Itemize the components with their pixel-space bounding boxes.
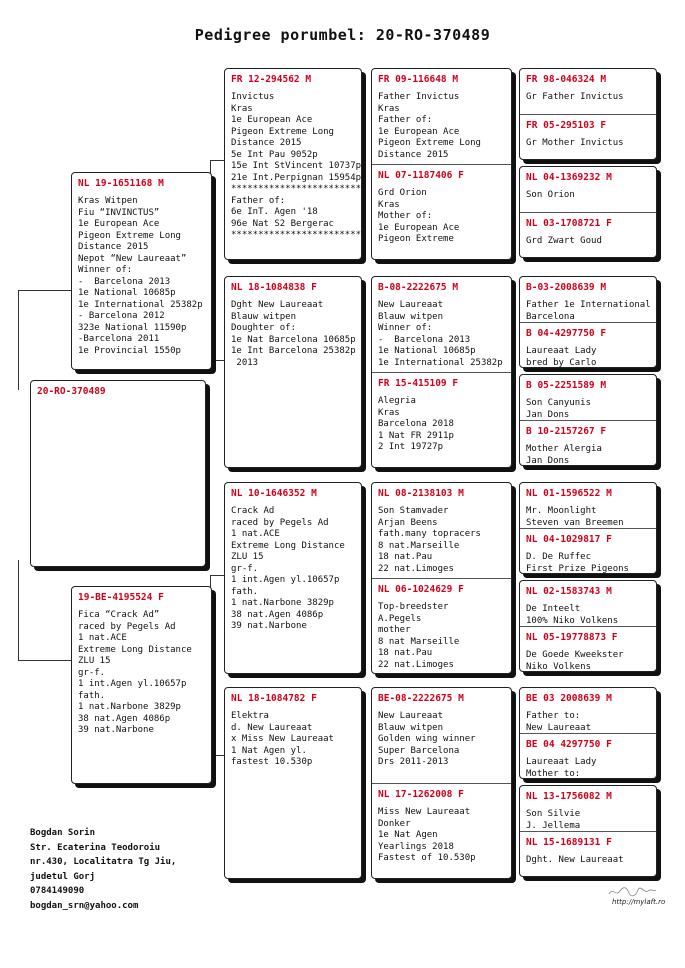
gg-grandparent-ring-number: B-03-2008639 M [526, 282, 607, 293]
grandparent-ring-number: NL 18-1084782 F [231, 693, 317, 704]
connector [210, 360, 224, 361]
gg-grandparent-details [526, 138, 650, 150]
detail-line: J. Jellema [526, 820, 581, 831]
signature-logo [607, 885, 657, 899]
gg-grandparent-details [526, 809, 650, 831]
detail-line: Son Stamvader [378, 506, 449, 516]
detail-line: Mr. Moonlight [526, 506, 597, 516]
detail-line: Father 1e International [526, 300, 651, 310]
detail-line: Father Invictus [378, 92, 460, 102]
detail-line: Kras [378, 407, 400, 418]
detail-line: -Barcelona 2011 [78, 334, 160, 344]
detail-line: - Barcelona 2012 [78, 311, 165, 321]
detail-line: Father to: [526, 711, 581, 721]
gg-grandparent-ring-number: FR 05-295103 F [526, 120, 607, 131]
grandparent-ring-number: NL 10-1646352 M [231, 488, 317, 499]
gg-grandparent-details [526, 552, 650, 573]
great-grandparent-ring-number: BE-08-2222675 M [378, 693, 464, 704]
detail-line: De Inteelt [526, 604, 581, 614]
gg-grandparent-ring-number: BE 04 4297750 F [526, 739, 612, 750]
detail-line: 1e International 25382p [78, 299, 203, 310]
detail-line: Mother of: [378, 211, 433, 221]
detail-line: 8 nat.Marseille [378, 540, 460, 551]
detail-line: Distance 2015 [78, 242, 149, 252]
detail-line: 96e Nat S2 Bergerac [231, 218, 334, 229]
detail-line: 1 Nat FR 2911p [378, 430, 454, 441]
detail-line: 1e Nat Agen [378, 830, 438, 840]
detail-line: raced by Pegels Ad [231, 517, 329, 528]
detail-line: 1e European Ace [378, 222, 460, 233]
detail-line: Son Silvie [526, 809, 581, 819]
detail-line: ************************ [231, 184, 361, 194]
detail-line: Doughter of: [231, 323, 297, 333]
detail-line: Nepot “New Laureaat” [78, 253, 187, 264]
detail-line: Father of: [378, 115, 433, 125]
page-title: Pedigree porumbel: 20-RO-370489 [194, 26, 491, 44]
detail-line: Dght New Laureaat [231, 300, 324, 310]
detail-line: Son Orion [526, 190, 575, 200]
detail-line: Crack Ad [231, 506, 275, 516]
detail-line: Kras [231, 103, 253, 114]
great-grandparent-ring-number: B-08-2222675 M [378, 282, 459, 293]
connector [210, 755, 224, 756]
owner-name: Bogdan Sorin [30, 828, 96, 838]
gg-grandparent-details [526, 855, 650, 867]
connector [18, 660, 71, 661]
detail-line: Blauw witpen [231, 311, 297, 322]
gg-grandparent-ring-number: FR 98-046324 M [526, 74, 607, 85]
gg-grandparent-details [526, 711, 650, 733]
detail-line: New Laureaat [378, 711, 444, 721]
gg-grandparent-ring-number: NL 04-1029817 F [526, 534, 612, 545]
detail-line: Winner of: [78, 265, 133, 275]
gg-grandparent-details [526, 190, 650, 202]
detail-line: 1 nat.ACE [231, 529, 280, 539]
detail-line: Gr Mother Invictus [526, 138, 624, 148]
detail-line: De Goede Kweekster [526, 650, 624, 660]
detail-line: Pigeon Extreme [378, 234, 454, 244]
detail-line: First Prize Pigeons [526, 563, 629, 573]
detail-line: Mother Alergia [526, 444, 602, 454]
detail-line: Distance 2015 [378, 149, 449, 160]
detail-line: 18 nat.Pau [378, 648, 433, 658]
gg-grandparent-ring-number: B 05-2251589 M [526, 380, 607, 391]
great-grandparent-details [378, 92, 505, 161]
gg-grandparent-box [519, 687, 657, 779]
detail-line: Gr Father Invictus [526, 92, 624, 102]
detail-line: Fastest of 10.530p [378, 853, 476, 863]
gg-grandparent-box [519, 68, 657, 160]
detail-line: Laureaat Lady [526, 757, 597, 767]
grandparent-box [224, 482, 362, 674]
great-grandparent-details [378, 188, 505, 246]
detail-line: d. New Laureaat [231, 722, 313, 733]
detail-line: Arjan Beens [378, 517, 438, 528]
detail-line: 2 Int 19727p [378, 442, 444, 452]
detail-line: ZLU 15 [78, 656, 111, 666]
gg-grandparent-ring-number: B 04-4297750 F [526, 328, 607, 339]
gg-grandparent-box [519, 166, 657, 258]
gg-grandparent-ring-number: NL 05-19778873 F [526, 632, 618, 643]
detail-line: Jan Dons [526, 455, 570, 465]
detail-line: Miss New Laureaat [378, 807, 471, 817]
detail-line: 38 nat.Agen 4086p [78, 713, 171, 724]
gg-grandparent-box [519, 580, 657, 672]
detail-line: Kras Witpen [78, 196, 138, 206]
detail-line: Grd Zwart Goud [526, 236, 602, 246]
gg-grandparent-ring-number: NL 13-1756082 M [526, 791, 612, 802]
detail-line: New Laureaat [378, 300, 444, 310]
grandparent-details [231, 506, 355, 633]
detail-line: 2013 [231, 357, 259, 368]
grandparent-box [224, 68, 362, 260]
detail-line: 15e Int StVincent 10737p [231, 161, 361, 171]
detail-line: ************************ [231, 230, 361, 240]
great-grandparent-box [371, 68, 512, 260]
detail-line: Super Barcelona [378, 745, 460, 756]
detail-line: 6e InT. Agen '18 [231, 207, 318, 217]
detail-line: Extreme Long Distance [231, 540, 345, 551]
detail-line: 323e National 11590p [78, 322, 187, 333]
gg-grandparent-details [526, 300, 650, 322]
great-grandparent-box [371, 482, 512, 674]
gg-grandparent-ring-number: NL 03-1708721 F [526, 218, 612, 229]
detail-line: Fiu “INVINCTUS” [78, 207, 160, 218]
great-grandparent-details [378, 711, 505, 769]
connector [210, 575, 224, 576]
detail-line: 1e Nat Barcelona 10685p [231, 334, 356, 345]
grandparent-ring-number: NL 18-1084838 F [231, 282, 317, 293]
detail-line: Distance 2015 [231, 138, 302, 148]
footer-url: http://mylaft.ro [612, 898, 666, 906]
connector [18, 290, 19, 390]
owner-street: Str. Ecaterina Teodoroiu [30, 842, 161, 853]
detail-line: Pigeon Extreme Long [378, 138, 481, 148]
detail-line: Extreme Long Distance [78, 644, 192, 655]
detail-line: 1e European Ace [378, 126, 460, 137]
gg-grandparent-details [526, 506, 650, 528]
gg-grandparent-details [526, 236, 650, 248]
detail-line: 1e European Ace [231, 115, 313, 125]
detail-line: fastest 10.530p [231, 757, 313, 767]
detail-line: Father of: [231, 195, 286, 206]
detail-line: Top-breedster [378, 602, 449, 612]
detail-line: New Laureaat [526, 722, 592, 733]
detail-line: 1e National 10685p [78, 288, 176, 298]
owner-county: judetul Gorj [30, 871, 96, 882]
detail-line: Laureaat Lady [526, 346, 597, 356]
grandparent-details [231, 300, 355, 369]
gg-grandparent-details [526, 757, 650, 778]
gg-grandparent-details [526, 398, 650, 420]
detail-line: - Barcelona 2013 [378, 334, 471, 345]
dam-details [78, 610, 205, 737]
gg-grandparent-details [526, 444, 650, 465]
gg-grandparent-box [519, 374, 657, 466]
detail-line: 1 nat.ACE [78, 633, 127, 643]
owner-locality: nr.430, Localitatra Tg Jiu, [30, 857, 177, 867]
great-grandparent-ring-number: FR 09-116648 M [378, 74, 459, 85]
sire-ring-number: NL 19-1651168 M [78, 178, 164, 189]
detail-line: Grd Orion [378, 188, 427, 198]
detail-line: 1e National 10685p [378, 346, 476, 356]
detail-line: gr-f. [78, 667, 106, 678]
detail-line: Pigeon Extreme Long [78, 230, 181, 241]
detail-line: 1e Int Barcelona 25382p [231, 346, 356, 356]
detail-line: 1e Provincial 1550p [78, 345, 181, 356]
great-grandparent-ring-number: NL 07-1187406 F [378, 170, 464, 181]
detail-line: 1e European Ace [78, 219, 160, 229]
detail-line: 38 nat.Agen 4086p [231, 609, 324, 620]
detail-line: Son Canyunis [526, 398, 592, 408]
great-grandparent-details [378, 396, 505, 454]
detail-line: A.Pegels [378, 613, 422, 624]
detail-line: Kras [378, 199, 400, 210]
detail-line: 21e Int.Perpignan 15954p [231, 172, 361, 183]
grandparent-ring-number: FR 12-294562 M [231, 74, 312, 85]
grandparent-details [231, 711, 355, 769]
great-grandparent-details [378, 602, 505, 671]
detail-line: Yearlings 2018 [378, 841, 454, 852]
subject-ring-number: 20-RO-370489 [37, 386, 106, 397]
dam-box [71, 586, 212, 784]
owner-address [30, 826, 176, 913]
detail-line: Golden wing winner [378, 734, 476, 744]
detail-line: 5e Int Pau 9052p [231, 149, 318, 160]
dam-ring-number: 19-BE-4195524 F [78, 592, 164, 603]
detail-line: 1 nat.Narbone 3829p [231, 598, 334, 608]
great-grandparent-box [371, 276, 512, 468]
detail-line: 18 nat.Pau [378, 552, 433, 562]
detail-line: Niko Volkens [526, 661, 592, 671]
subject-pigeon-box [30, 380, 206, 567]
detail-line: Kras [378, 103, 400, 114]
detail-line: 100% Niko Volkens [526, 615, 619, 626]
gg-grandparent-box [519, 785, 657, 877]
detail-line: raced by Pegels Ad [78, 621, 176, 632]
gg-grandparent-ring-number: NL 04-1369232 M [526, 172, 612, 183]
gg-grandparent-ring-number: B 10-2157267 F [526, 426, 607, 437]
detail-line: Drs 2011-2013 [378, 757, 449, 767]
gg-grandparent-ring-number: NL 15-1689131 F [526, 837, 612, 848]
detail-line: 8 nat Marseille [378, 636, 460, 647]
detail-line: Jan Dons [526, 409, 570, 420]
gg-grandparent-details [526, 604, 650, 626]
owner-phone: 0784149090 [30, 886, 85, 896]
connector [210, 160, 224, 161]
detail-line: Dght. New Laureaat [526, 855, 624, 865]
detail-line: fath. [231, 586, 259, 597]
gg-grandparent-details [526, 650, 650, 671]
detail-line: Fica “Crack Ad” [78, 610, 160, 620]
grandparent-box [224, 276, 362, 468]
owner-email: bogdan_srn@yahoo.com [30, 900, 139, 911]
grandparent-details [231, 92, 361, 242]
sire-details [78, 196, 205, 357]
detail-line: fath. [78, 690, 106, 701]
gg-grandparent-ring-number: BE 03 2008639 M [526, 693, 612, 704]
detail-line: 1 int.Agen yl.10657p [231, 575, 340, 585]
detail-line: Barcelona 2018 [378, 419, 454, 429]
great-grandparent-ring-number: NL 08-2138103 M [378, 488, 464, 499]
great-grandparent-details [378, 807, 505, 865]
gg-grandparent-ring-number: NL 01-1596522 M [526, 488, 612, 499]
detail-line: Pigeon Extreme Long [231, 126, 334, 137]
detail-line: fath.many topracers [378, 529, 481, 539]
connector [18, 290, 71, 291]
gg-grandparent-box [519, 482, 657, 574]
great-grandparent-details [378, 300, 505, 369]
detail-line: Donker [378, 818, 411, 829]
great-grandparent-details [378, 506, 505, 575]
detail-line: 22 nat.Limoges [378, 563, 454, 574]
detail-line: Mother to: [526, 768, 581, 778]
detail-line: mother [378, 625, 411, 635]
detail-line: Steven van Breemen [526, 517, 624, 528]
detail-line: Invictus [231, 92, 275, 102]
detail-line: Winner of: [378, 323, 433, 333]
great-grandparent-ring-number: FR 15-415109 F [378, 378, 459, 389]
detail-line: 22 nat.Limoges [378, 659, 454, 670]
great-grandparent-ring-number: NL 17-1262008 F [378, 789, 464, 800]
detail-line: 39 nat.Narbone [231, 621, 307, 631]
detail-line: 1e International 25382p [378, 357, 503, 368]
grandparent-box [224, 687, 362, 879]
detail-line: Alegria [378, 396, 416, 406]
gg-grandparent-box [519, 276, 657, 368]
detail-line: 1 nat.Narbone 3829p [78, 702, 181, 712]
detail-line: Blauw witpen [378, 722, 444, 733]
detail-line: 1 Nat Agen yl. [231, 745, 307, 756]
gg-grandparent-ring-number: NL 02-1583743 M [526, 586, 612, 597]
sire-box [71, 172, 212, 370]
detail-line: Blauw witpen [378, 311, 444, 322]
detail-line: D. De Ruffec [526, 552, 592, 562]
detail-line: bred by Carlo [526, 357, 597, 367]
detail-line: 39 nat.Narbone [78, 725, 154, 735]
detail-line: ZLU 15 [231, 552, 264, 562]
detail-line: Elektra [231, 711, 269, 721]
detail-line: x Miss New Laureaat [231, 734, 334, 744]
gg-grandparent-details [526, 346, 650, 367]
detail-line: gr-f. [231, 563, 259, 574]
detail-line: 1 int.Agen yl.10657p [78, 679, 187, 689]
detail-line: Barcelona [526, 311, 575, 322]
connector [18, 560, 19, 660]
gg-grandparent-details [526, 92, 650, 104]
great-grandparent-ring-number: NL 06-1024629 F [378, 584, 464, 595]
detail-line: - Barcelona 2013 [78, 276, 171, 287]
great-grandparent-box [371, 687, 512, 879]
